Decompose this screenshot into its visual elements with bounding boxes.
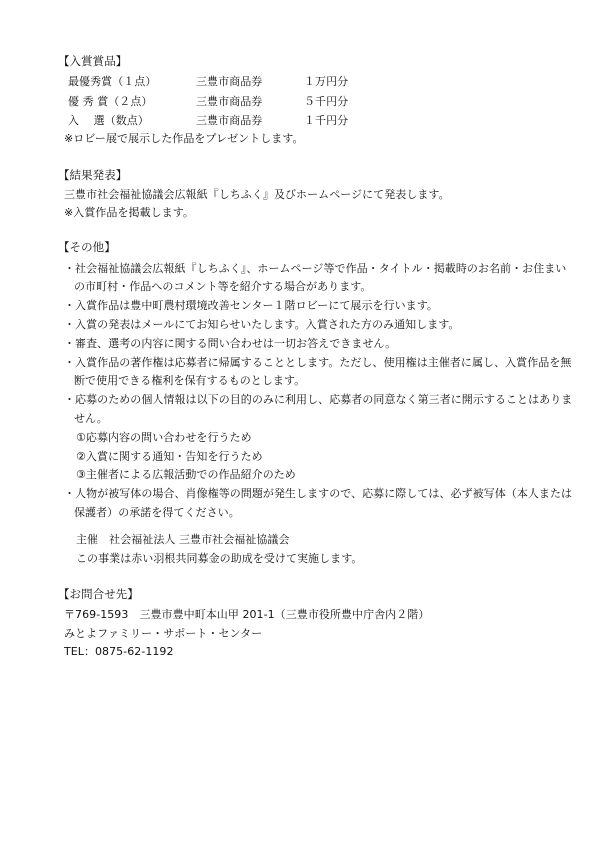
contact-heading: 【お問合せ先】 (58, 587, 139, 601)
other-line-9: せん。 (74, 412, 108, 425)
other-line-1: ・社会福祉協議会広報紙『しちふく』、ホームページ等で作品・タイトル・掲載時のお名前・お住まい (64, 262, 567, 275)
other-line-13: ・人物が被写体の場合、肖像権等の問題が発生しますので、応募に際しては、必ず被写体（本人または (64, 487, 573, 500)
prize-item-2: 三豊市商品券 (196, 95, 263, 108)
prizes-heading: 【入賞賞品】 (58, 54, 128, 68)
prizes-note: ※ロビー展で展示した作品をプレゼントします。 (64, 132, 304, 145)
prize-rank-2: 優 秀 賞（２点） (68, 95, 153, 108)
funding-line: この事業は赤い羽根共同募金の助成を受けて実施します。 (76, 552, 363, 565)
organizer-line: 主催 社会福祉法人 三豊市社会福祉協議会 (76, 533, 290, 546)
other-line-5: ・審査、選考の内容に関する問い合わせは一切お答えできません。 (64, 337, 397, 350)
other-heading: 【その他】 (58, 240, 116, 254)
other-line-2: の市町村・作品へのコメント等を紹介する場合があります。 (74, 280, 372, 293)
prize-amount-3: １千円分 (304, 114, 349, 127)
results-heading: 【結果発表】 (58, 168, 128, 182)
contact-org: みとよファミリー・サポート・センター (64, 627, 263, 640)
other-line-7: 断で使用できる権利を保有するものとします。 (74, 374, 306, 387)
results-line-1: 三豊市社会福祉協議会広報紙『しちふく』及びホームページにて発表します。 (64, 188, 450, 201)
prize-item-1: 三豊市商品券 (196, 75, 263, 88)
other-purpose-1: ①応募内容の問い合わせを行うため (76, 431, 252, 444)
other-line-6: ・入賞作品の著作権は応募者に帰属することとします。ただし、使用権は主催者に属し、入賞作品を無 (64, 356, 572, 369)
prize-amount-1: １万円分 (304, 75, 349, 88)
prize-item-3: 三豊市商品券 (196, 114, 263, 127)
other-purpose-3: ③主催者による広報活動での作品紹介のため (76, 468, 296, 481)
other-purpose-2: ②入賞に関する通知・告知を行うため (76, 450, 263, 463)
other-line-8: ・応募のための個人情報は以下の目的のみに利用し、応募者の同意なく第三者に開示することはありま (64, 393, 573, 406)
contact-tel: TEL：0875-62-1192 (64, 645, 174, 658)
contact-address: 〒769-1593 三豊市豊中町本山甲 201-1（三豊市役所豊中庁舎内２階） (64, 608, 430, 621)
results-line-2: ※入賞作品を掲載します。 (64, 206, 194, 219)
other-line-4: ・入賞の発表はメールにてお知らせいたします。入賞された方のみ通知します。 (64, 318, 460, 331)
prize-amount-2: ５千円分 (304, 95, 349, 108)
other-line-3: ・入賞作品は豊中町農村環境改善センター１階ロビーにて展示を行います。 (64, 299, 438, 312)
prize-rank-3: 入 選（数点） (68, 114, 149, 127)
other-line-14: 保護者）の承諾を得てください。 (74, 506, 240, 519)
prize-rank-1: 最優秀賞（１点） (68, 75, 157, 88)
